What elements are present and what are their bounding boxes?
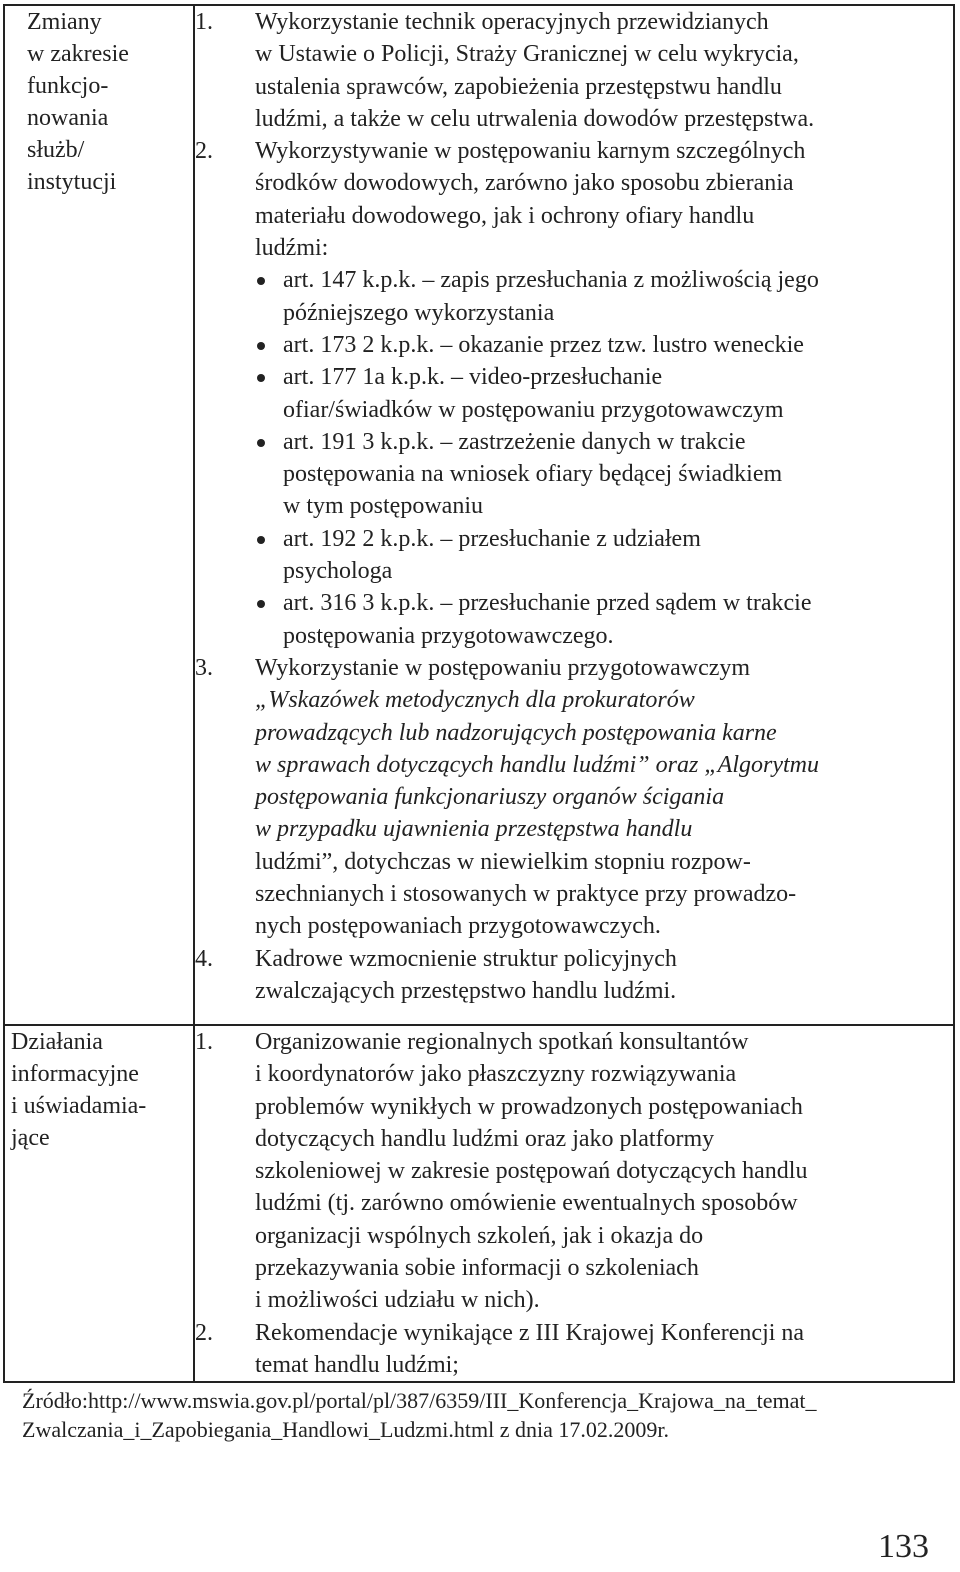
bullet-item — [255, 426, 953, 523]
row-label-line: instytucji — [27, 169, 117, 195]
source-citation — [22, 1386, 816, 1444]
bullet-item — [255, 264, 953, 329]
table-row — [4, 1025, 954, 1382]
item-text-line: i możliwości udziału w nich). — [255, 1287, 540, 1314]
row-label — [5, 1026, 193, 1154]
row-label-line: w zakresie — [27, 41, 129, 67]
table-row — [4, 5, 954, 1025]
item-text-line: szkoleniowej w zakresie postępowań dotyczących handlu — [255, 1158, 808, 1185]
item-text-line: przekazywania sobie informacji o szkoleniach — [255, 1255, 699, 1282]
bullet-item — [255, 361, 953, 426]
row-content-cell — [194, 1025, 954, 1382]
item-text-line: w sprawach dotyczących handlu ludźmi” oraz „Algorytmu — [255, 751, 819, 778]
bullet-text-line: art. 173 2 k.p.k. – okazanie przez tzw. lustro weneckie — [283, 331, 804, 358]
item-text-line: organizacji wspólnych szkoleń, jak i okazja do — [255, 1222, 704, 1249]
bullet-item — [255, 587, 953, 652]
item-text-line: środków dowodowych, zarówno jako sposobu zbierania — [255, 170, 794, 197]
list-item — [195, 135, 953, 652]
row-content-cell — [194, 5, 954, 1025]
bullet-text-line: późniejszego wykorzystania — [283, 299, 555, 326]
bullet-item — [255, 523, 953, 588]
item-text-line: ustalenia sprawców, zapobieżenia przestępstwu handlu — [255, 73, 782, 100]
list-item — [195, 652, 953, 943]
bullet-text-line: art. 316 3 k.p.k. – przesłuchanie przed sądem w trakcie — [283, 590, 812, 617]
row-label-line: służb/ — [27, 137, 85, 163]
bullet-text-line: art. 192 2 k.p.k. – przesłuchanie z udziałem — [283, 525, 701, 552]
item-text-line: „Wskazówek metodycznych dla prokuratorów — [255, 687, 695, 714]
item-text-line: zwalczających przestępstwo handlu ludźmi. — [255, 977, 677, 1004]
row-label — [5, 6, 193, 198]
item-text-line: nych postępowaniach przygotowawczych. — [255, 913, 661, 940]
bullet-text-line: art. 177 1a k.p.k. – video-przesłuchanie — [283, 364, 663, 391]
item-number: 4. — [195, 945, 213, 972]
bullet-text-line: w tym postępowaniu — [283, 493, 483, 520]
item-number: 1. — [195, 1029, 213, 1055]
bullet-icon — [255, 329, 283, 361]
row-label-line: i uświadamia- — [11, 1093, 147, 1119]
item-text-line: prowadzących lub nadzorujących postępowania karne — [255, 719, 777, 746]
bullet-text-line: art. 191 3 k.p.k. – zastrzeżenie danych w trakcie — [283, 428, 746, 455]
item-text-line: Rekomendacje wynikające z III Krajowej Konferencji na — [255, 1319, 805, 1346]
item-text-line: i koordynatorów jako płaszczyzny rozwiązywania — [255, 1061, 737, 1088]
list-item — [195, 1317, 953, 1382]
item-text-line: temat handlu ludźmi; — [255, 1351, 459, 1378]
page-number: 133 — [878, 1528, 929, 1565]
row-label-line: Zmiany — [27, 9, 102, 35]
item-text-line: ludźmi”, dotychczas w niewielkim stopniu rozpow- — [255, 848, 751, 875]
bullet-icon — [255, 587, 283, 652]
bullet-text-line: ofiar/świadków w postępowaniu przygotowawczym — [283, 396, 784, 423]
bullet-text-line: postępowania na wniosek ofiary będącej świadkiem — [283, 461, 783, 488]
bullet-icon — [255, 264, 283, 329]
item-text-line: dotyczących handlu ludźmi oraz jako platformy — [255, 1125, 715, 1152]
item-text-line: problemów wynikłych w prowadzonych postępowaniach — [255, 1093, 803, 1120]
item-text-line: Kadrowe wzmocnienie struktur policyjnych — [255, 945, 677, 972]
item-number: 1. — [195, 9, 213, 35]
bullet-text-line: art. 147 k.p.k. – zapis przesłuchania z możliwością jego — [283, 267, 819, 294]
item-text-line: Wykorzystanie w postępowaniu przygotowawczym — [255, 654, 751, 681]
row-label-line: informacyjne — [11, 1061, 139, 1087]
list-item — [195, 1026, 953, 1317]
item-number: 3. — [195, 654, 213, 681]
bullet-item — [255, 329, 953, 361]
content-table — [3, 4, 955, 1383]
row-label-line: Działania — [11, 1029, 103, 1055]
item-text-line: Wykorzystanie technik operacyjnych przewidzianych — [255, 9, 769, 35]
row-label-cell — [4, 1025, 194, 1382]
source-line: Źródło:http://www.mswia.gov.pl/portal/pl/387/6359/III_Konferencja_Krajowa_na_temat_ — [22, 1388, 817, 1413]
bullet-icon — [255, 523, 283, 588]
item-number: 2. — [195, 1319, 213, 1346]
item-text-line: Organizowanie regionalnych spotkań konsultantów — [255, 1029, 749, 1055]
item-text-line: ludźmi, a także w celu utrwalenia dowodów przestępstwa. — [255, 105, 815, 132]
bullet-icon — [255, 361, 283, 426]
item-text-line: w Ustawie o Policji, Straży Granicznej w celu wykrycia, — [255, 41, 799, 68]
item-text-line: szechnianych i stosowanych w praktyce przy prowadzo- — [255, 881, 797, 908]
item-number: 2. — [195, 138, 213, 165]
item-text-line: postępowania funkcjonariuszy organów ścigania — [255, 784, 725, 811]
item-text-line: ludźmi: — [255, 235, 329, 262]
bullet-icon — [255, 426, 283, 523]
bullet-text-line: postępowania przygotowawczego. — [283, 622, 614, 649]
list-item — [195, 943, 953, 1008]
item-text-line: materiału dowodowego, jak i ochrony ofiary handlu — [255, 202, 755, 229]
row-label-line: jące — [11, 1125, 50, 1151]
item-text-line: ludźmi (tj. zarówno omówienie ewentualnych sposobów — [255, 1190, 798, 1217]
item-text-line: w przypadku ujawnienia przestępstwa handlu — [255, 816, 693, 843]
source-line: Zwalczania_i_Zapobiegania_Handlowi_Ludzmi.html z dnia 17.02.2009r. — [22, 1417, 669, 1442]
row-label-line: funkcjo- — [27, 73, 109, 99]
list-item — [195, 6, 953, 135]
row-label-line: nowania — [27, 105, 109, 131]
row-label-cell — [4, 5, 194, 1025]
bullet-text-line: psychologa — [283, 558, 393, 585]
item-text-line: Wykorzystywanie w postępowaniu karnym szczególnych — [255, 138, 806, 165]
